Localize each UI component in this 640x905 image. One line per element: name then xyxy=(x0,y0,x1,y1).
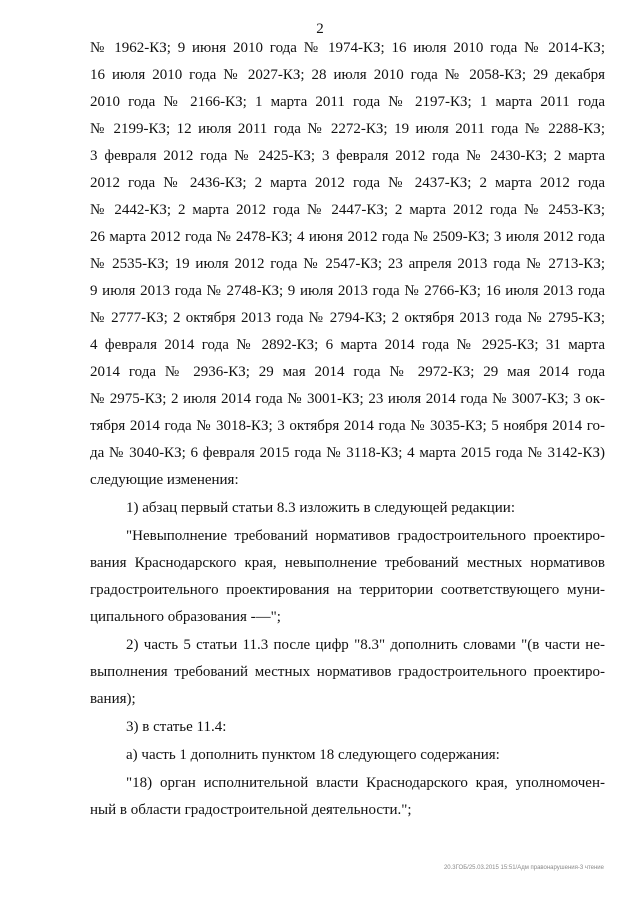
text-line: 3 февраля 2012 года № 2425-КЗ; 3 февраля 2012 года № 2430-КЗ; 2 марта xyxy=(90,148,605,164)
text-line: № 2975-КЗ; 2 июля 2014 года № 3001-КЗ; 23 июля 2014 года № 3007-КЗ; 3 ок- xyxy=(90,391,605,407)
text-line: 2010 года № 2166-КЗ; 1 марта 2011 года № 2197-КЗ; 1 марта 2011 года xyxy=(90,94,605,110)
text-line: 4 февраля 2014 года № 2892-КЗ; 6 марта 2014 года № 2925-КЗ; 31 марта xyxy=(90,337,605,353)
text-line: ципального образования -—"; xyxy=(90,609,281,625)
text-line: № 2199-КЗ; 12 июля 2011 года № 2272-КЗ; 19 июля 2011 года № 2288-КЗ; xyxy=(90,121,605,137)
paragraph-start: 2) часть 5 статьи 11.3 после цифр "8.3" дополнить словами "(в части не- xyxy=(126,637,605,653)
text-line: градостроительного проектирования на территории соответствующего муни- xyxy=(90,582,605,598)
text-line: следующие изменения: xyxy=(90,472,239,488)
text-line: вания); xyxy=(90,691,136,707)
paragraph-start: 3) в статье 11.4: xyxy=(126,719,227,735)
text-line: № 1962-КЗ; 9 июня 2010 года № 1974-КЗ; 16 июля 2010 года № 2014-КЗ; xyxy=(90,40,605,56)
paragraph-start: "Невыполнение требований нормативов градостроительного проектиро- xyxy=(126,528,605,544)
text-line: № 2777-КЗ; 2 октября 2013 года № 2794-КЗ; 2 октября 2013 года № 2795-КЗ; xyxy=(90,310,605,326)
page-number: 2 xyxy=(316,21,324,37)
text-line: ный в области градостроительной деятельности."; xyxy=(90,802,412,818)
text-line: № 2535-КЗ; 19 июля 2012 года № 2547-КЗ; 23 апреля 2013 года № 2713-КЗ; xyxy=(90,256,605,272)
footer-stamp: 20.3ГОБ/25.03.2015 15:51/Адм правонарушения-3 чтение xyxy=(443,865,604,871)
text-line: 26 марта 2012 года № 2478-КЗ; 4 июня 2012 года № 2509-КЗ; 3 июля 2012 года xyxy=(90,229,605,245)
text-line: 2012 года № 2436-КЗ; 2 марта 2012 года № 2437-КЗ; 2 марта 2012 года xyxy=(90,175,605,191)
text-line: выполнения требований местных нормативов градостроительного проектиро- xyxy=(90,664,605,680)
text-line: тября 2014 года № 3018-КЗ; 3 октября 2014 года № 3035-КЗ; 5 ноября 2014 го- xyxy=(90,418,605,434)
text-line: вания Краснодарского края, невыполнение требований местных нормативов xyxy=(90,555,605,571)
paragraph-start: 1) абзац первый статьи 8.3 изложить в следующей редакции: xyxy=(126,500,516,516)
text-line: да № 3040-КЗ; 6 февраля 2015 года № 3118-КЗ; 4 марта 2015 года № 3142-КЗ) xyxy=(90,445,605,461)
paragraph-start: "18) орган исполнительной власти Краснодарского края, уполномочен- xyxy=(126,775,605,791)
text-line: 16 июля 2010 года № 2027-КЗ; 28 июля 2010 года № 2058-КЗ; 29 декабря xyxy=(90,67,605,83)
paragraph-start: а) часть 1 дополнить пунктом 18 следующего содержания: xyxy=(126,747,500,763)
text-line: № 2442-КЗ; 2 марта 2012 года № 2447-КЗ; 2 марта 2012 года № 2453-КЗ; xyxy=(90,202,605,218)
text-line: 9 июля 2013 года № 2748-КЗ; 9 июля 2013 года № 2766-КЗ; 16 июля 2013 года xyxy=(90,283,605,299)
text-line: 2014 года № 2936-КЗ; 29 мая 2014 года № 2972-КЗ; 29 мая 2014 года xyxy=(90,364,605,380)
